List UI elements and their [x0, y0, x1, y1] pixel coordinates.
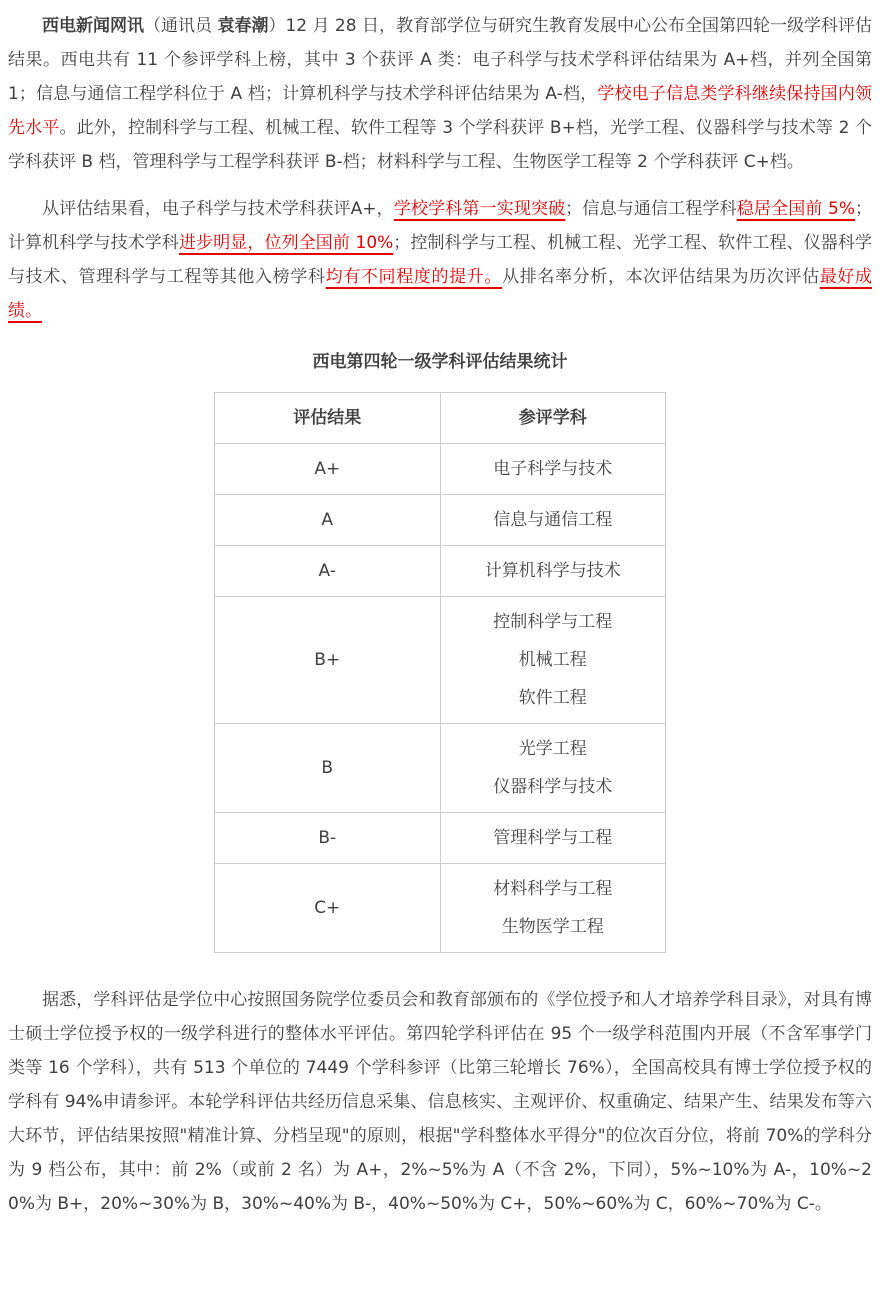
subjects-cell [440, 813, 666, 864]
subject-line: 控制科学与工程 [493, 612, 613, 632]
table-row [215, 813, 666, 864]
table-row [215, 495, 666, 546]
subject-line: 仪器科学与技术 [493, 777, 613, 797]
subjects-cell [440, 444, 666, 495]
subject-line: 材料科学与工程 [493, 879, 613, 899]
grade-cell: B [215, 724, 441, 813]
text-segment: 学校学科第一实现突破 [393, 199, 566, 219]
column-header-subjects: 参评学科 [440, 393, 666, 444]
subject-line: 计算机科学与技术 [484, 561, 621, 581]
text-segment: ）12 月 28 日，教育部学位与研究生教育发展中心公布全国第四轮一级学科评估结果。西电共有 11 个参评学科上榜，其中 3 个获评 A 类：电子科学与技术学科评估结果为 A+档，并列全国第 1；信息与通信工程学科位于 A 档；计算机科学与技术学科评估结果为 A-档， [8, 16, 873, 104]
subjects-cell [440, 864, 666, 953]
text-segment: ；信息与通信工程学科 [565, 199, 737, 219]
grade-cell: A [215, 495, 441, 546]
evaluation-results-table [214, 392, 666, 953]
text-segment: 稳居全国前 5% [736, 199, 856, 219]
subject-line: 机械工程 [518, 650, 587, 670]
paragraph-intro [8, 9, 872, 179]
table-row [215, 546, 666, 597]
table-header-row [215, 393, 666, 444]
text-segment: 从评估结果看，电子科学与技术学科获评A+， [42, 199, 394, 219]
table-row [215, 597, 666, 724]
table-body [215, 444, 666, 953]
subject-line: 电子科学与技术 [493, 459, 613, 479]
grade-cell: B- [215, 813, 441, 864]
text-segment: 进步明显，位列全国前 10% [179, 233, 394, 253]
subject-line: 光学工程 [518, 739, 587, 759]
text-segment: ；计算机科学与技术学科 [8, 199, 873, 253]
text-segment: 从排名率分析，本次评估结果为历次评估 [502, 267, 820, 287]
subjects-cell [440, 546, 666, 597]
text-segment: ；控制科学与工程、机械工程、光学工程、软件工程、仪器科学与技术、管理科学与工程等其他入榜学科 [8, 233, 872, 287]
grade-cell: B+ [215, 597, 441, 724]
subject-line: 信息与通信工程 [493, 510, 613, 530]
subject-line: 管理科学与工程 [493, 828, 613, 848]
paragraph-background [8, 983, 872, 1221]
subject-line: 软件工程 [518, 688, 587, 708]
text-segment: （通讯员 [144, 16, 218, 36]
text-segment: 据悉，学科评估是学位中心按照国务院学位委员会和教育部颁布的《学位授予和人才培养学科目录》，对具有博士硕士学位授予权的一级学科进行的整体水平评估。第四轮学科评估在 95 个一级学科范围内开展（不含军事学门类等 16 个学科），共有 513 个单位的 7449 个学科参评（比第三轮增长 76%），全国高校具有博士学位授予权的学科有 94%申请参评。本轮学科评估共经历信息采集、信息核实、主观评价、权重确定、结果产生、结果发布等六大环节，评估结果按照"精准计算、分档呈现"的原则，根据"学科整体水平得分"的位次百分位，将前 70%的学科分为 9 档公布，其中：前 2%（或前 2 名）为 A+，2%~5%为 A（不含 2%，下同），5%~10%为 A-，10%~20%为 B+，20%~30%为 B，30%~40%为 B-，40%~50%为 C+，50%~60%为 C，60%~70%为 C-。 [8, 990, 872, 1214]
subjects-cell [440, 597, 666, 724]
table-title: 西电第四轮一级学科评估结果统计 [312, 352, 568, 372]
grade-cell: A+ [215, 444, 441, 495]
table-row [215, 864, 666, 953]
table-row [215, 444, 666, 495]
subjects-cell [440, 495, 666, 546]
text-segment: 学校电子信息类学科继续保持国内领先水平 [8, 84, 873, 138]
subjects-cell [440, 724, 666, 813]
text-segment: 最好成绩。 [8, 267, 873, 321]
text-segment: 均有不同程度的提升。 [325, 267, 503, 287]
table-header [215, 393, 666, 444]
grade-cell: A- [215, 546, 441, 597]
grade-cell: C+ [215, 864, 441, 953]
text-segment: 。此外，控制科学与工程、机械工程、软件工程等 3 个学科获评 B+档，光学工程、仪器科学与技术等 2 个学科获评 B 档，管理科学与工程学科获评 B-档；材料科学与工程、生物医学工程等 2 个学科获评 C+档。 [8, 118, 872, 172]
column-header-grade: 评估结果 [215, 393, 441, 444]
text-segment: 西电新闻网讯 [42, 16, 145, 36]
table-row [215, 724, 666, 813]
subject-line: 生物医学工程 [501, 917, 604, 937]
paragraph-results-analysis [8, 192, 872, 328]
text-segment: 袁春潮 [217, 16, 269, 36]
